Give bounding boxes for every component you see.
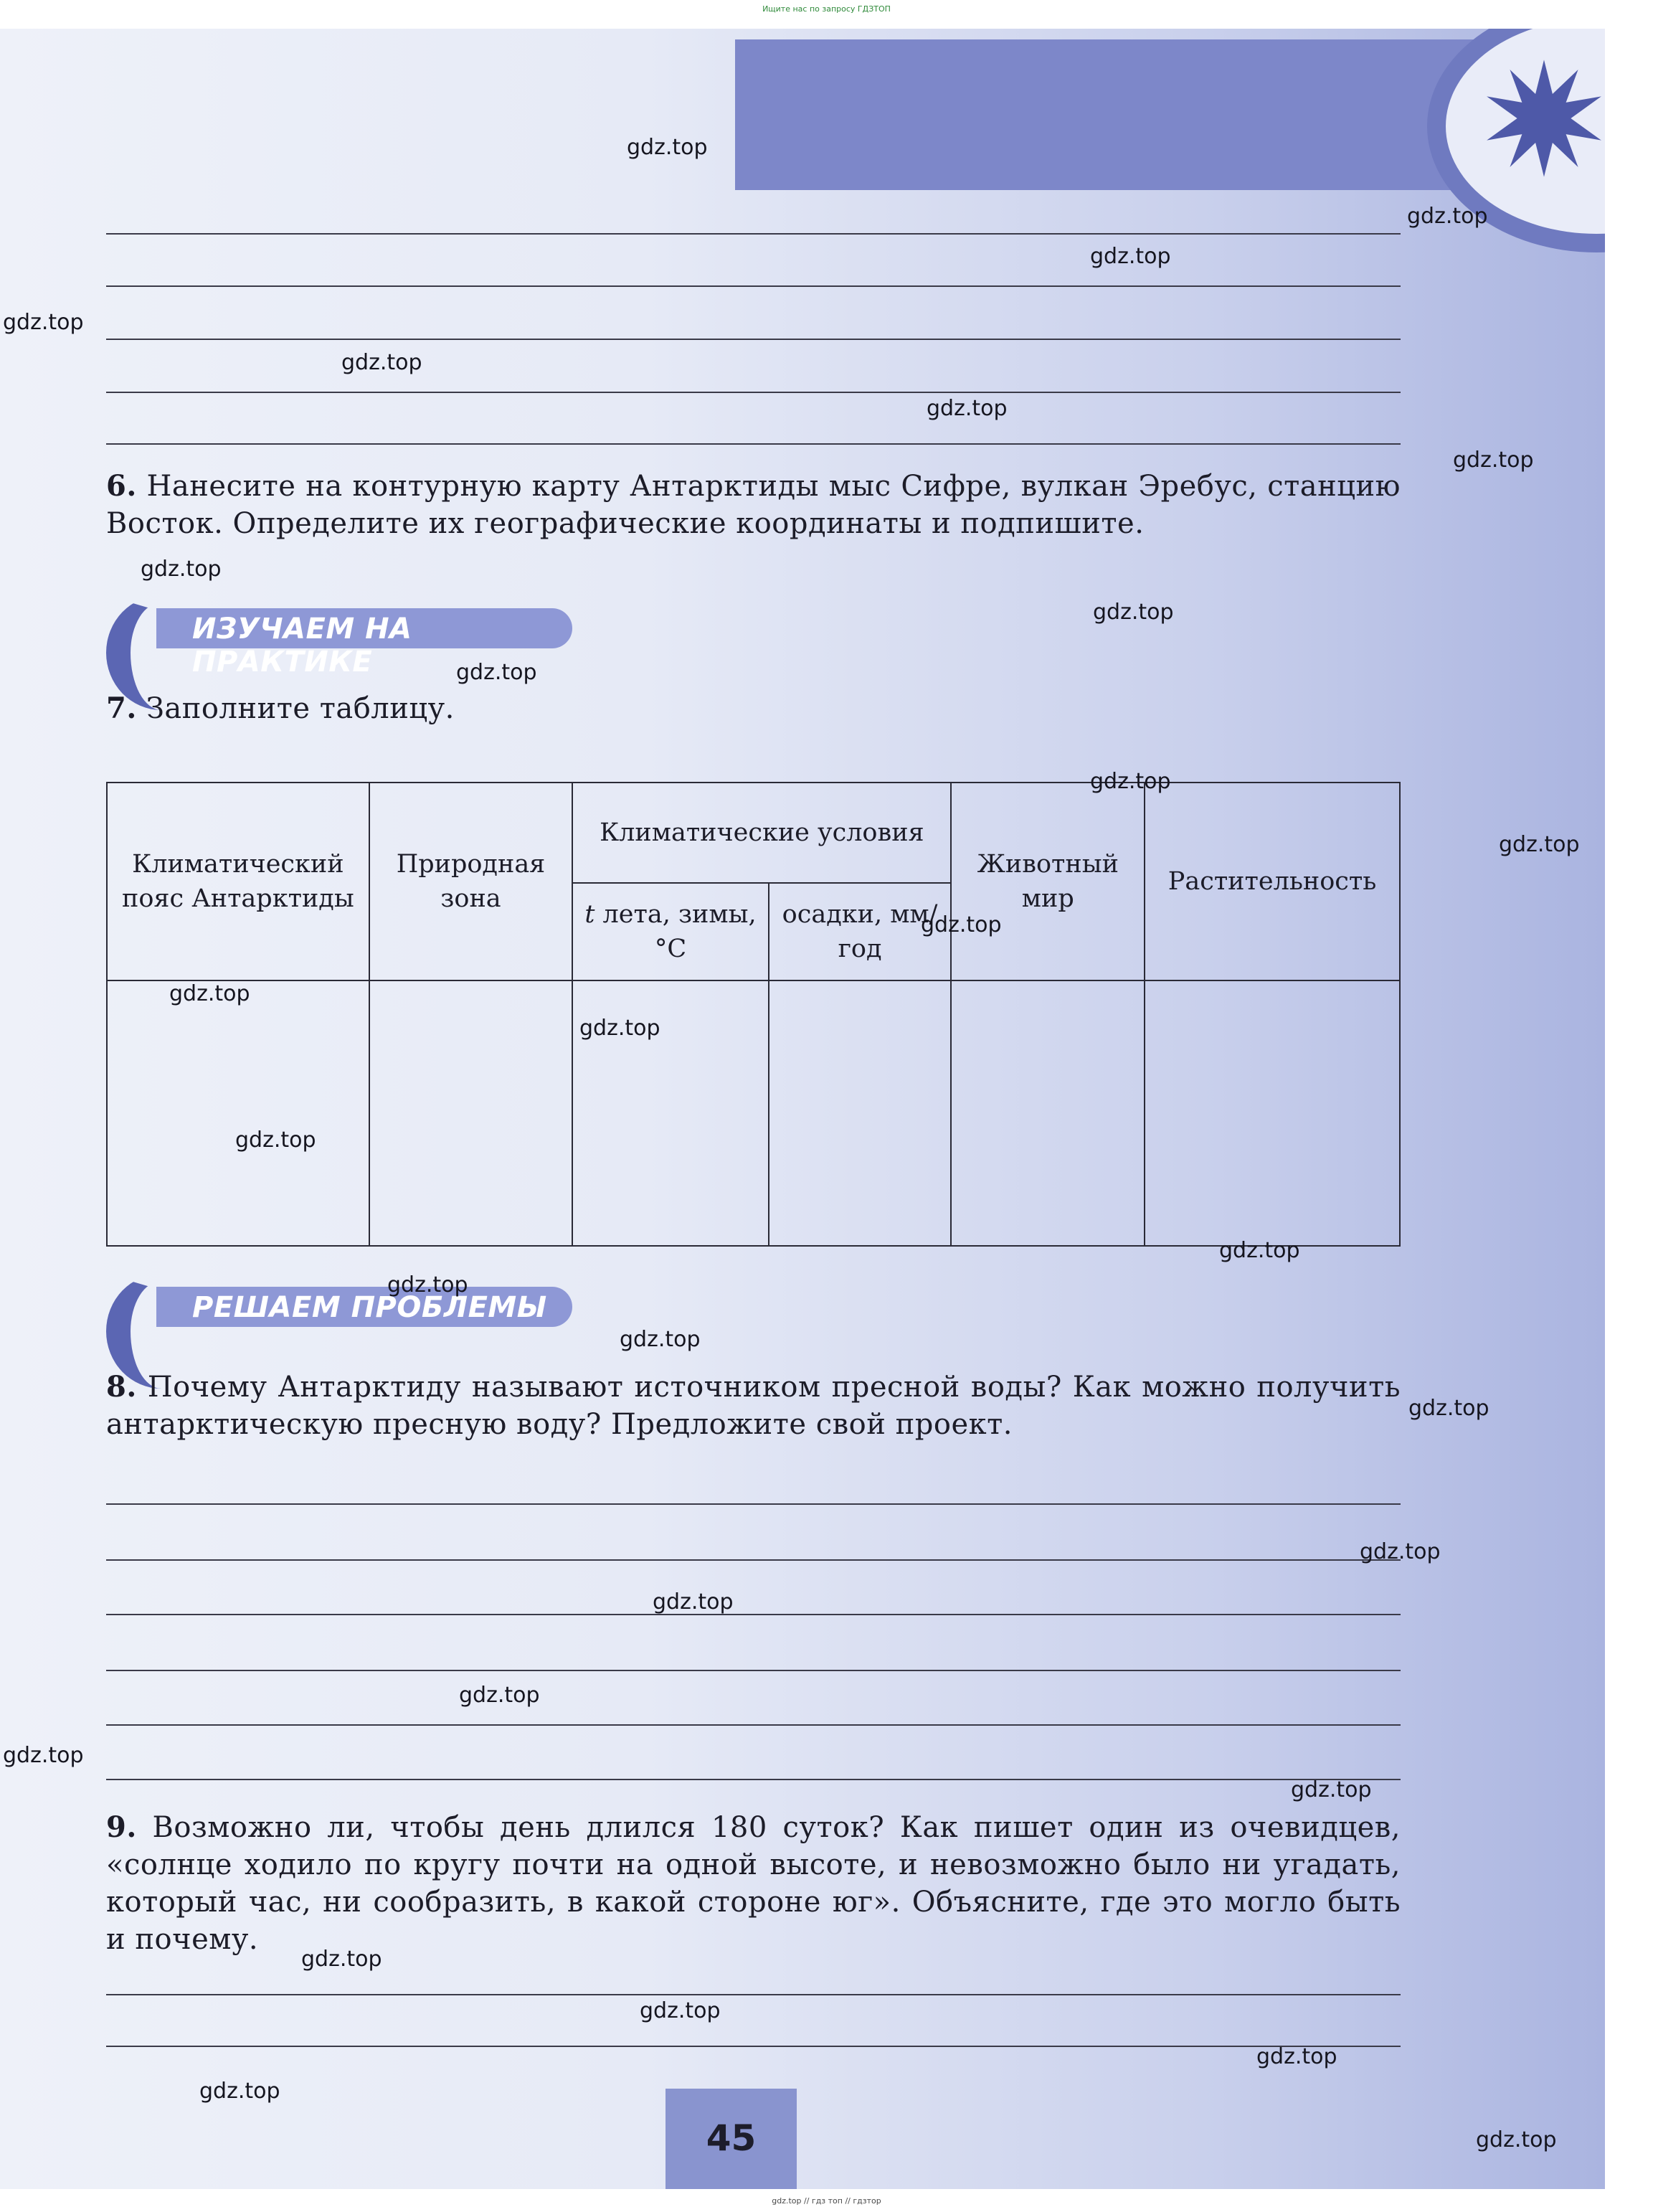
table-cell[interactable]: [951, 980, 1145, 1246]
answer-line[interactable]: [106, 233, 1401, 235]
answer-line[interactable]: [106, 392, 1401, 393]
answer-line[interactable]: [106, 2046, 1401, 2047]
watermark: gdz.top: [1256, 2044, 1337, 2069]
watermark: gdz.top: [169, 981, 250, 1006]
answer-line[interactable]: [106, 1724, 1401, 1726]
header-cell: t лета, зимы, °С: [572, 883, 768, 980]
task-6: [106, 468, 1401, 542]
table-cell[interactable]: [1145, 980, 1400, 1246]
textbook-page: [0, 29, 1605, 2189]
header-cell: Климатический пояс Антарктиды: [107, 783, 369, 980]
answer-line[interactable]: [106, 1994, 1401, 1995]
header-cell: Климатические условия: [572, 783, 951, 883]
watermark: gdz.top: [1407, 204, 1488, 229]
watermark: gdz.top: [1093, 600, 1174, 625]
watermark: gdz.top: [199, 2079, 280, 2104]
watermark: gdz.top: [387, 1272, 468, 1298]
task-7: [106, 690, 1401, 727]
task-number: 6.: [106, 469, 137, 503]
watermark: gdz.top: [927, 396, 1008, 421]
header-cell: Растительность: [1145, 783, 1400, 980]
star-icon: [1483, 57, 1605, 179]
answer-line[interactable]: [106, 285, 1401, 287]
task-8: [106, 1369, 1401, 1443]
watermark: gdz.top: [1476, 2127, 1557, 2152]
table-cell[interactable]: [107, 980, 369, 1246]
table-cell[interactable]: [769, 980, 952, 1246]
task-number: 7.: [106, 691, 137, 725]
watermark: gdz.top: [627, 135, 708, 160]
table-cell[interactable]: [369, 980, 573, 1246]
watermark: gdz.top: [456, 660, 537, 685]
task-9: [106, 1809, 1401, 1958]
watermark: gdz.top: [235, 1128, 316, 1153]
watermark: gdz.top: [1090, 244, 1171, 269]
top-note: Ищите нас по запросу ГДЗТОП: [762, 4, 891, 14]
watermark: gdz.top: [1291, 1777, 1372, 1802]
watermark: gdz.top: [1453, 448, 1534, 473]
task-text: Нанесите на контурную карту Антарктиды мыс Сифре, вулкан Эребус, станцию Восток. Определите их географические координаты и подпишите.: [106, 470, 1401, 540]
watermark: gdz.top: [141, 557, 222, 582]
section-title: ИЗУЧАЕМ НА ПРАКТИКЕ: [192, 613, 412, 679]
task-text: Возможно ли, чтобы день длился 180 суток? Как пишет один из очевидцев, «солнце ходило по кругу почти на одной высоте, и невозможно было ни угадать, который час, ни сообразить, в какой стороне юг». Объясните, где это могло быть и почему.: [106, 1811, 1401, 1956]
task-number: 8.: [106, 1370, 137, 1404]
watermark: gdz.top: [301, 1947, 382, 1972]
answer-line[interactable]: [106, 1670, 1401, 1671]
page-number: 45: [706, 2117, 757, 2159]
header-decoration: [735, 39, 1517, 190]
watermark: gdz.top: [3, 1743, 84, 1768]
watermark: gdz.top: [620, 1327, 701, 1352]
answer-line[interactable]: [106, 443, 1401, 445]
watermark: gdz.top: [459, 1683, 540, 1708]
bottom-note: gdz.top // гдз топ // гдзтор: [772, 2196, 881, 2206]
section-banner-problems: [106, 1274, 572, 1337]
watermark: gdz.top: [653, 1589, 734, 1615]
section-title: РЕШАЕМ ПРОБЛЕМЫ: [192, 1291, 547, 1324]
task-text: Заполните таблицу.: [146, 692, 455, 725]
watermark: gdz.top: [1219, 1238, 1300, 1263]
watermark: gdz.top: [921, 912, 1002, 937]
header-cell: осадки, мм/год: [769, 883, 952, 980]
answer-line[interactable]: [106, 1559, 1401, 1561]
watermark: gdz.top: [640, 1998, 721, 2023]
watermark: gdz.top: [1360, 1539, 1441, 1564]
task-number: 9.: [106, 1810, 137, 1844]
watermark: gdz.top: [1408, 1396, 1489, 1421]
watermark: gdz.top: [3, 310, 84, 335]
climate-table: [106, 782, 1401, 1247]
answer-line[interactable]: [106, 1614, 1401, 1615]
answer-line[interactable]: [106, 339, 1401, 340]
watermark: gdz.top: [579, 1016, 660, 1041]
header-cell: Природная зона: [369, 783, 573, 980]
answer-line[interactable]: [106, 1779, 1401, 1780]
page-number-box: [666, 2089, 797, 2189]
watermark: gdz.top: [1090, 769, 1171, 794]
watermark: gdz.top: [341, 350, 422, 375]
task-text: Почему Антарктиду называют источником пресной воды? Как можно получить антарктическую пресную воду? Предложите свой проект.: [106, 1371, 1401, 1441]
header-cell: Животный мир: [951, 783, 1145, 980]
answer-line[interactable]: [106, 1503, 1401, 1505]
watermark: gdz.top: [1499, 832, 1580, 857]
